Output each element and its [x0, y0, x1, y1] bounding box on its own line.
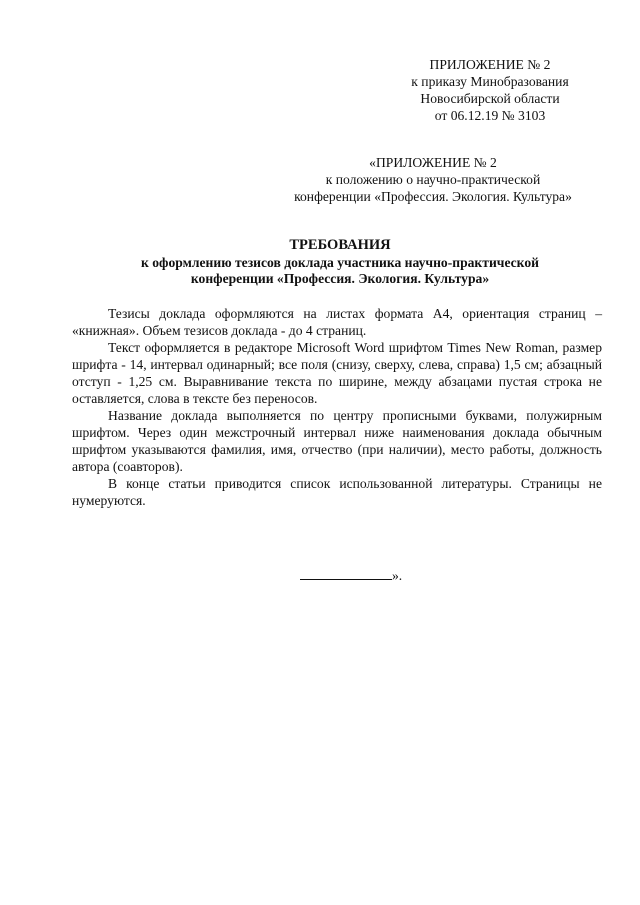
appendix-order-header	[360, 56, 620, 124]
appendix-order-line-2: к приказу Минобразования	[411, 74, 569, 89]
paragraph-references: В конце статьи приводится список использованной литературы. Страницы не нумеруются.	[72, 476, 602, 508]
paragraph-typography: Текст оформляется в редакторе Microsoft Word шрифтом Times New Roman, размер шрифта - 14, интервал одинарный; все поля (снизу, сверху, слева, справа) 1,5 см; абзацный отступ - 1,25 см. Выравнивание текста по ширине, между абзацами пустая строка не оставляется, слова в тексте без переносов.	[72, 340, 602, 406]
appendix-order-line-1: ПРИЛОЖЕНИЕ № 2	[429, 57, 551, 72]
appendix-order-line-4: от 06.12.19 № 3103	[434, 108, 546, 123]
appendix-regulation-line-1: «ПРИЛОЖЕНИЕ № 2	[369, 155, 497, 170]
document-title	[60, 237, 620, 288]
title-line-2: конференции «Профессия. Экология. Культура»	[190, 271, 490, 286]
appendix-order-line-3: Новосибирской области	[420, 91, 560, 106]
appendix-regulation-line-3: конференции «Профессия. Экология. Культура»	[294, 189, 572, 204]
blank-underline	[300, 566, 392, 580]
title-heading: ТРЕБОВАНИЯ	[289, 237, 391, 253]
paragraph-format: Тезисы доклада оформляются на листах формата А4, ориентация страниц – «книжная». Объем тезисов доклада - до 4 страниц.	[72, 306, 602, 338]
closing-line	[300, 566, 402, 584]
title-line-1: к оформлению тезисов доклада участника научно-практической	[141, 254, 539, 270]
paragraph-title-rules: Название доклада выполняется по центру прописными буквами, полужирным шрифтом. Через один межстрочный интервал ниже наименования доклада обычным шрифтом указываются фамилия, имя, отчество (при наличии), место работы, должность автора (соавторов).	[72, 408, 602, 474]
closing-quote: ».	[392, 568, 403, 583]
appendix-regulation-line-2: к положению о научно-практической	[325, 172, 541, 187]
appendix-regulation-header	[268, 154, 598, 205]
document-body	[72, 305, 602, 509]
